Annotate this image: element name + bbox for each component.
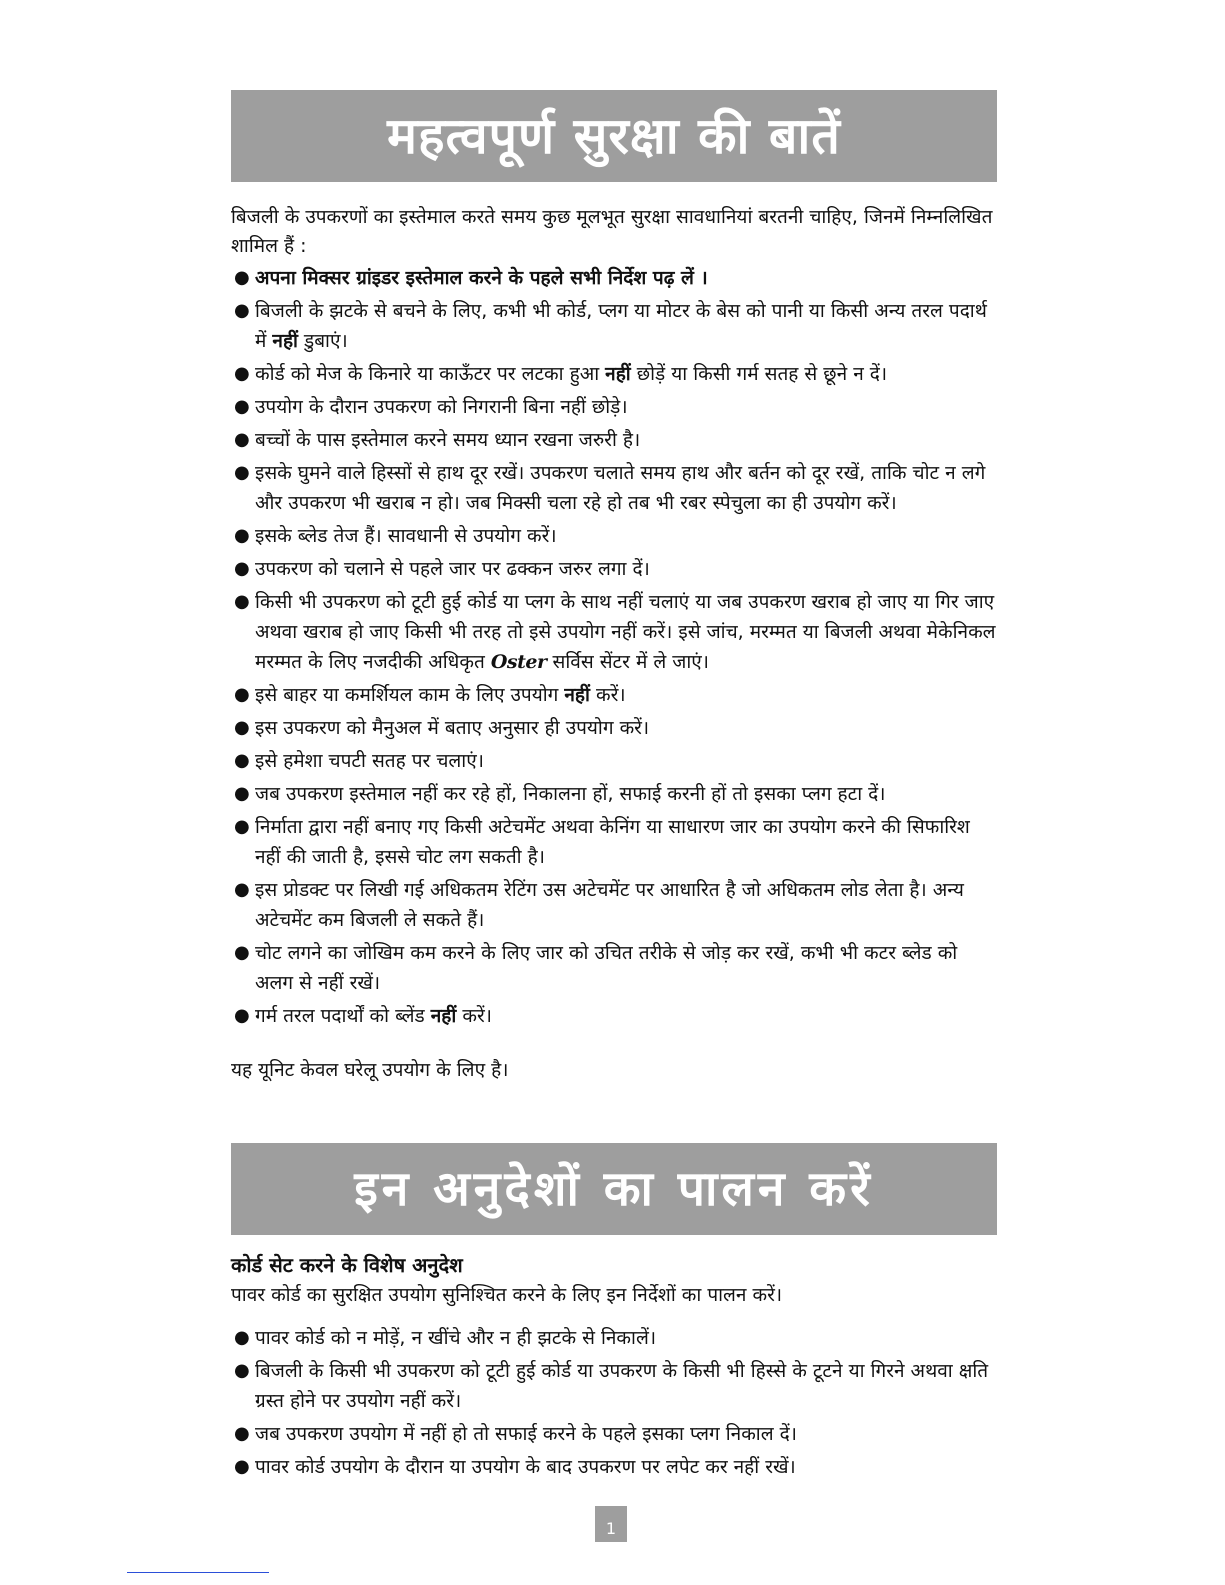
list-item: ● जब उपकरण इस्तेमाल नहीं कर रहे हों, निकालना हों, सफाई करनी हों तो इसका प्लग हटा दें। xyxy=(231,779,997,809)
list-item: ● इस उपकरण को मैनुअल में बताए अनुसार ही उपयोग करें। xyxy=(231,713,997,743)
bullet-icon: ● xyxy=(234,591,250,612)
cord-set-heading: कोर्ड सेट करने के विशेष अनुदेश xyxy=(231,1253,463,1277)
bullet-icon: ● xyxy=(234,462,250,483)
cord-set-subheading: पावर कोर्ड का सुरक्षित उपयोग सुनिश्चित करने के लिए इन निर्देशों का पालन करें। xyxy=(231,1284,783,1306)
bullet-icon: ● xyxy=(234,816,250,837)
list-item: ● जब उपकरण उपयोग में नहीं हो तो सफाई करने के पहले इसका प्लग निकाल दें। xyxy=(231,1419,997,1449)
bullet-icon: ● xyxy=(234,300,250,321)
list-item: ● इसके घुमने वाले हिस्सों से हाथ दूर रखें। उपकरण चलाते समय हाथ और बर्तन को दूर रखें, ताकि चोट न लगे और उपकरण भी खराब न हो। जब मिक्सी चला रहे हो तब भी रबर स्पेचुला का ही उपयोग करें। xyxy=(231,458,997,518)
list-item: ● कोर्ड को मेज के किनारे या काऊँटर पर लटका हुआ नहीं छोड़ें या किसी गर्म सतह से छूने न दें। xyxy=(231,359,997,389)
bullet-icon: ● xyxy=(234,267,250,288)
safety-intro: बिजली के उपकरणों का इस्तेमाल करते समय कुछ मूलभूत सुरक्षा सावधानियां बरतनी चाहिए, जिनमें निम्नलिखित शामिल हैं : xyxy=(231,206,993,257)
bullet-icon: ● xyxy=(234,717,250,738)
list-item: ● पावर कोर्ड को न मोड़ें, न खींचे और न ही झटके से निकालें। xyxy=(231,1323,997,1353)
list-item: ● निर्माता द्वारा नहीं बनाए गए किसी अटेचमेंट अथवा केनिंग या साधारण जार का उपयोग करने की सिफारिश नहीं की जाती है, इससे चोट लग सकती है। xyxy=(231,812,997,872)
bullet-icon: ● xyxy=(234,783,250,804)
bullet-icon: ● xyxy=(234,879,250,900)
bullet-icon: ● xyxy=(234,1327,250,1348)
cord-list xyxy=(231,1323,997,1485)
safety-title: महत्वपूर्ण सुरक्षा की बातें xyxy=(387,107,841,165)
safety-title-banner xyxy=(231,90,997,182)
list-item: ● अपना मिक्सर ग्रांइडर इस्तेमाल करने के पहले सभी निर्देश पढ़ लें । xyxy=(231,263,997,293)
bullet-icon: ● xyxy=(234,1423,250,1444)
list-item: ● बच्चों के पास इस्तेमाल करने समय ध्यान रखना जरुरी है। xyxy=(231,425,997,455)
list-item: ● किसी भी उपकरण को टूटी हुई कोर्ड या प्लग के साथ नहीं चलाएं या जब उपकरण खराब हो जाए या गिर जाए अथवा खराब हो जाए किसी भी तरह तो इसे उपयोग नहीं करें। इसे जांच, मरम्मत या बिजली अथवा मेकेनिकल मरम्मत के लिए नजदीकी अधिकृत Oster सर्विस सेंटर में ले जाएं। xyxy=(231,587,997,677)
bullet-icon: ● xyxy=(234,429,250,450)
page-number: 1 xyxy=(595,1506,627,1542)
bullet-icon: ● xyxy=(234,558,250,579)
oster-logo: Oster xyxy=(490,651,547,673)
list-item: ● बिजली के झटके से बचने के लिए, कभी भी कोर्ड, प्लग या मोटर के बेस को पानी या किसी अन्य तरल पदार्थ में नहीं डुबाएं। xyxy=(231,296,997,356)
bullet-icon: ● xyxy=(234,525,250,546)
list-item: ● इसके ब्लेड तेज हैं। सावधानी से उपयोग करें। xyxy=(231,521,997,551)
bullet-icon: ● xyxy=(234,363,250,384)
list-item: ● इसे बाहर या कमर्शियल काम के लिए उपयोग नहीं करें। xyxy=(231,680,997,710)
bullet-icon: ● xyxy=(234,1005,250,1026)
bullet-icon: ● xyxy=(234,1456,250,1477)
list-item: ● इस प्रोडक्ट पर लिखी गई अधिकतम रेटिंग उस अटेचमेंट पर आधारित है जो अधिकतम लोड लेता है। अन्य अटेचमेंट कम बिजली ले सकते हैं। xyxy=(231,875,997,935)
bullet-icon: ● xyxy=(234,750,250,771)
instructions-title: इन अनुदेशों का पालन करें xyxy=(354,1161,874,1217)
list-item: ● उपकरण को चलाने से पहले जार पर ढक्कन जरुर लगा दें। xyxy=(231,554,997,584)
list-item: ● बिजली के किसी भी उपकरण को टूटी हुई कोर्ड या उपकरण के किसी भी हिस्से के टूटने या गिरने अथवा क्षति ग्रस्त होने पर उपयोग नहीं करें। xyxy=(231,1356,997,1416)
list-item: ● इसे हमेशा चपटी सतह पर चलाएं। xyxy=(231,746,997,776)
bullet-icon: ● xyxy=(234,396,250,417)
list-item: ● गर्म तरल पदार्थों को ब्लेंड नहीं करें। xyxy=(231,1001,997,1031)
list-item: ● पावर कोर्ड उपयोग के दौरान या उपयोग के बाद उपकरण पर लपेट कर नहीं रखें। xyxy=(231,1452,997,1482)
bullet-icon: ● xyxy=(234,684,250,705)
bullet-icon: ● xyxy=(234,1360,250,1381)
bullet-icon: ● xyxy=(234,942,250,963)
footer-link-line[interactable] xyxy=(127,1572,269,1573)
safety-list xyxy=(231,263,997,1034)
domestic-use-note: यह यूनिट केवल घरेलू उपयोग के लिए है। xyxy=(231,1059,509,1081)
instructions-title-banner xyxy=(231,1143,997,1235)
list-item: ● चोट लगने का जोखिम कम करने के लिए जार को उचित तरीके से जोड़ कर रखें, कभी भी कटर ब्लेड को अलग से नहीं रखें। xyxy=(231,938,997,998)
list-item: ● उपयोग के दौरान उपकरण को निगरानी बिना नहीं छोड़े। xyxy=(231,392,997,422)
